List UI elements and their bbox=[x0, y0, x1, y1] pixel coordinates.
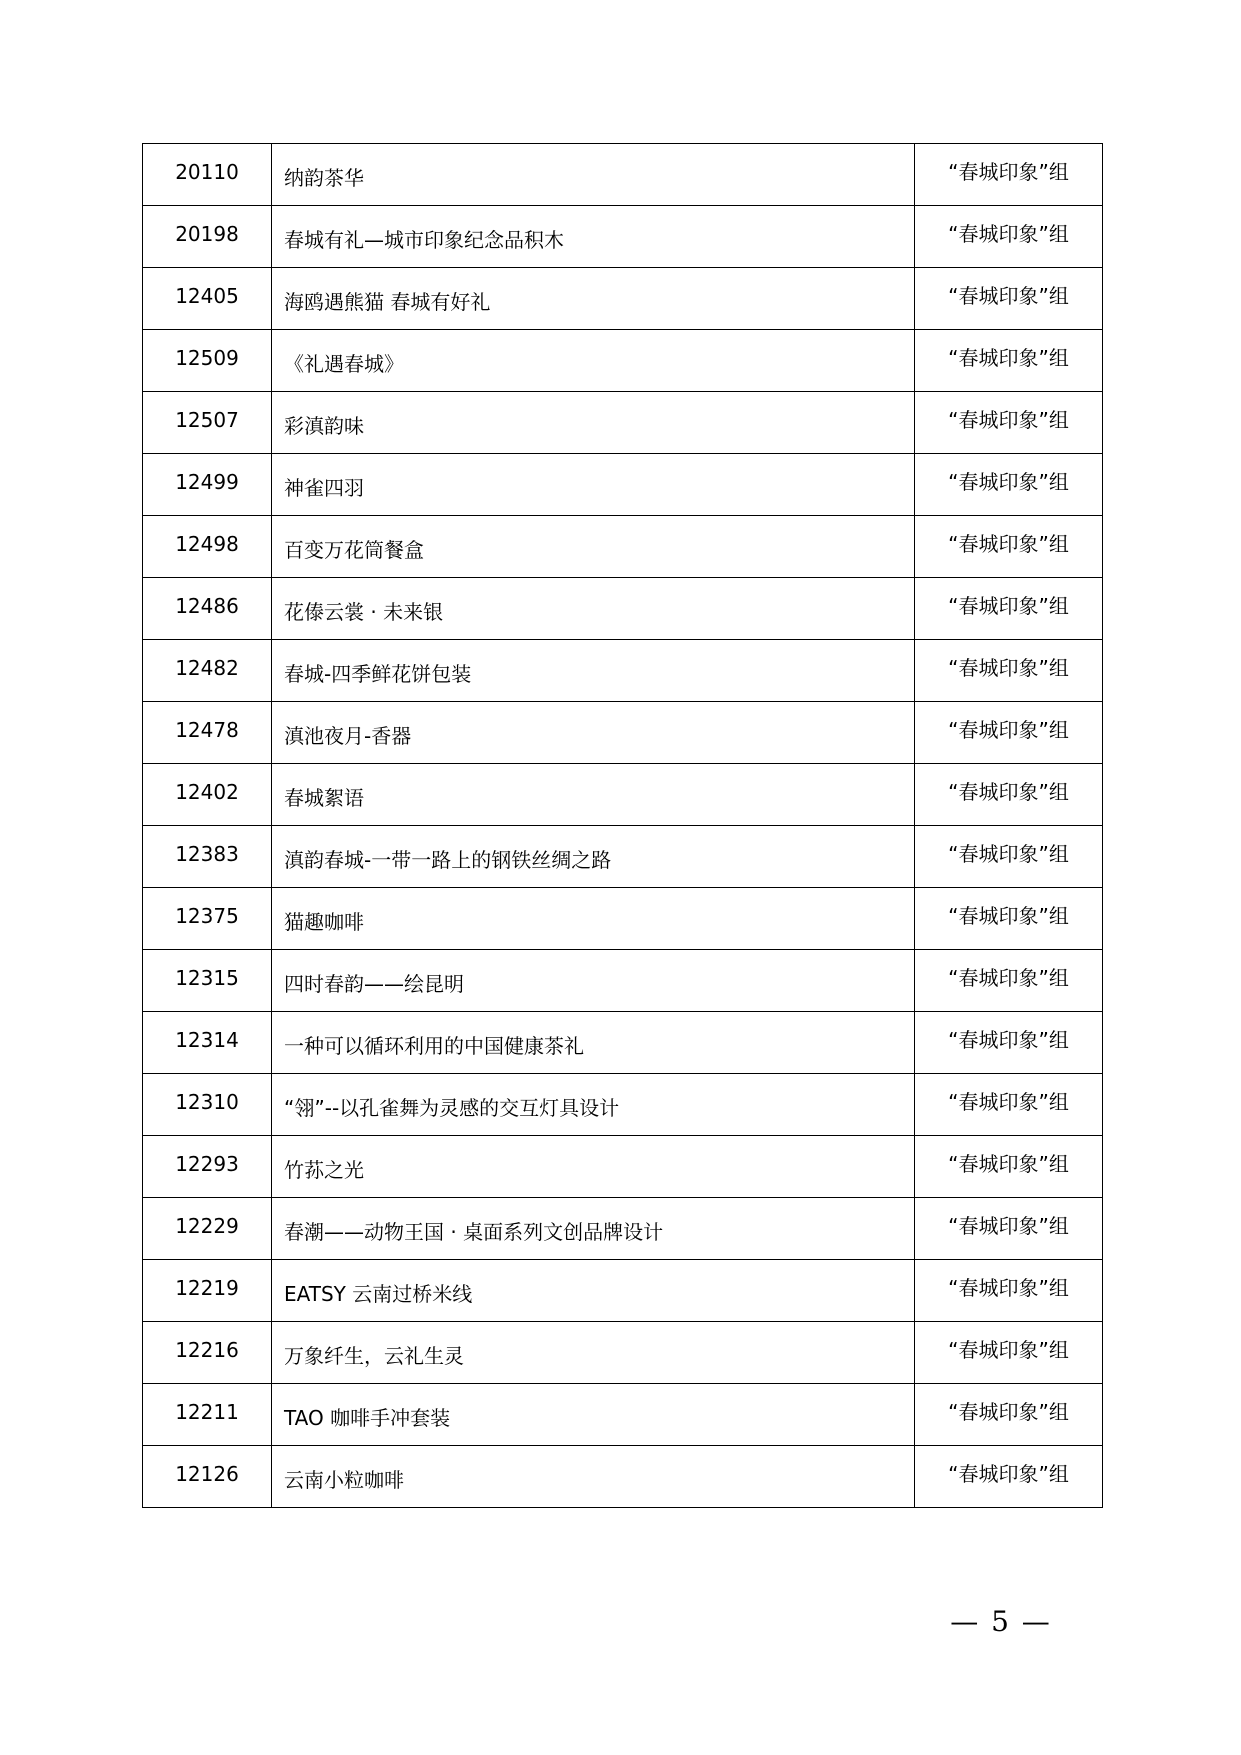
entry-title-cell bbox=[272, 888, 915, 950]
table-row bbox=[143, 1012, 1103, 1074]
entry-id-text: 12315 bbox=[175, 965, 239, 990]
entry-title-cell bbox=[272, 1198, 915, 1260]
entry-title-cell bbox=[272, 640, 915, 702]
entry-group-cell bbox=[915, 1012, 1103, 1074]
entry-id-text: 12509 bbox=[175, 345, 239, 370]
table-row bbox=[143, 206, 1103, 268]
entry-id-cell bbox=[143, 640, 272, 702]
table-row bbox=[143, 392, 1103, 454]
entry-id-cell bbox=[143, 454, 272, 516]
entry-group-cell bbox=[915, 1446, 1103, 1508]
entry-title-text: 万象纤生，云礼生灵 bbox=[284, 1343, 464, 1368]
entry-title-cell bbox=[272, 330, 915, 392]
table-row bbox=[143, 764, 1103, 826]
entry-id-cell bbox=[143, 1260, 272, 1322]
entry-title-text: 滇池夜月-香器 bbox=[284, 723, 412, 748]
entry-title-cell bbox=[272, 206, 915, 268]
entry-title-cell bbox=[272, 1012, 915, 1074]
entry-group-text: “春城印象”组 bbox=[948, 593, 1069, 618]
entry-title-cell bbox=[272, 1384, 915, 1446]
entry-group-cell bbox=[915, 1322, 1103, 1384]
entry-group-cell bbox=[915, 578, 1103, 640]
entry-group-cell bbox=[915, 640, 1103, 702]
entry-group-text: “春城印象”组 bbox=[948, 345, 1069, 370]
entry-id-cell bbox=[143, 1198, 272, 1260]
entry-group-text: “春城印象”组 bbox=[948, 965, 1069, 990]
entry-title-text: 云南小粒咖啡 bbox=[284, 1467, 404, 1492]
entry-id-text: 12507 bbox=[175, 407, 239, 432]
entry-id-text: 12375 bbox=[175, 903, 239, 928]
entry-title-cell bbox=[272, 1260, 915, 1322]
table-row bbox=[143, 1322, 1103, 1384]
entry-id-text: 12478 bbox=[175, 717, 239, 742]
entry-group-text: “春城印象”组 bbox=[948, 841, 1069, 866]
entry-id-cell bbox=[143, 330, 272, 392]
entry-group-cell bbox=[915, 1384, 1103, 1446]
entry-id-cell bbox=[143, 888, 272, 950]
page-number: — 5 — bbox=[950, 1605, 1052, 1638]
entry-group-cell bbox=[915, 764, 1103, 826]
table-row bbox=[143, 826, 1103, 888]
entry-group-cell bbox=[915, 1198, 1103, 1260]
entry-id-text: 20198 bbox=[175, 221, 239, 246]
entry-group-text: “春城印象”组 bbox=[948, 159, 1069, 184]
entry-group-cell bbox=[915, 1136, 1103, 1198]
entry-group-cell bbox=[915, 702, 1103, 764]
entry-title-text: 彩滇韵味 bbox=[284, 413, 364, 438]
table-row bbox=[143, 1446, 1103, 1508]
entry-group-cell bbox=[915, 206, 1103, 268]
entry-id-text: 12219 bbox=[175, 1275, 239, 1300]
entry-title-text: 四时春韵——绘昆明 bbox=[284, 971, 464, 996]
table-row bbox=[143, 454, 1103, 516]
entry-id-text: 12229 bbox=[175, 1213, 239, 1238]
entry-group-cell bbox=[915, 330, 1103, 392]
entry-title-text: 春城-四季鲜花饼包装 bbox=[284, 661, 472, 686]
entry-group-text: “春城印象”组 bbox=[948, 1151, 1069, 1176]
entry-title-cell bbox=[272, 392, 915, 454]
table-row bbox=[143, 1136, 1103, 1198]
entry-group-text: “春城印象”组 bbox=[948, 717, 1069, 742]
entry-id-cell bbox=[143, 826, 272, 888]
entry-title-cell bbox=[272, 1322, 915, 1384]
entry-title-text: 海鸥遇熊猫 春城有好礼 bbox=[284, 289, 491, 314]
entry-title-text: 滇韵春城-一带一路上的钢铁丝绸之路 bbox=[284, 847, 612, 872]
entry-id-text: 12293 bbox=[175, 1151, 239, 1176]
entry-title-cell bbox=[272, 454, 915, 516]
entry-group-cell bbox=[915, 516, 1103, 578]
entry-title-cell bbox=[272, 1136, 915, 1198]
table-row bbox=[143, 640, 1103, 702]
entry-group-cell bbox=[915, 1260, 1103, 1322]
entry-id-cell bbox=[143, 702, 272, 764]
entry-group-text: “春城印象”组 bbox=[948, 407, 1069, 432]
entry-title-text: 《礼遇春城》 bbox=[284, 351, 404, 376]
entry-title-text: “翎”--以孔雀舞为灵感的交互灯具设计 bbox=[284, 1095, 620, 1120]
entry-group-text: “春城印象”组 bbox=[948, 531, 1069, 556]
table-row bbox=[143, 1260, 1103, 1322]
entry-group-text: “春城印象”组 bbox=[948, 1337, 1069, 1362]
entry-title-text: 竹荪之光 bbox=[284, 1157, 364, 1182]
table-row bbox=[143, 144, 1103, 206]
entry-group-text: “春城印象”组 bbox=[948, 1399, 1069, 1424]
entry-id-cell bbox=[143, 1322, 272, 1384]
entry-title-cell bbox=[272, 826, 915, 888]
entry-group-text: “春城印象”组 bbox=[948, 1275, 1069, 1300]
entry-group-cell bbox=[915, 268, 1103, 330]
entry-id-cell bbox=[143, 1012, 272, 1074]
entry-title-text: 春潮——动物王国 · 桌面系列文创品牌设计 bbox=[284, 1219, 664, 1244]
entry-group-text: “春城印象”组 bbox=[948, 655, 1069, 680]
entry-id-cell bbox=[143, 392, 272, 454]
entry-id-text: 12314 bbox=[175, 1027, 239, 1052]
entry-group-text: “春城印象”组 bbox=[948, 221, 1069, 246]
entry-id-text: 12486 bbox=[175, 593, 239, 618]
entry-title-text: 神雀四羽 bbox=[284, 475, 364, 500]
entry-group-cell bbox=[915, 454, 1103, 516]
entry-id-cell bbox=[143, 206, 272, 268]
entry-group-text: “春城印象”组 bbox=[948, 283, 1069, 308]
entry-id-text: 12482 bbox=[175, 655, 239, 680]
entry-title-text: 百变万花筒餐盒 bbox=[284, 537, 424, 562]
entry-id-cell bbox=[143, 516, 272, 578]
table-row bbox=[143, 516, 1103, 578]
entry-id-text: 12383 bbox=[175, 841, 239, 866]
entry-id-text: 12310 bbox=[175, 1089, 239, 1114]
entry-title-cell bbox=[272, 1446, 915, 1508]
table-row bbox=[143, 950, 1103, 1012]
entry-id-cell bbox=[143, 764, 272, 826]
entry-group-cell bbox=[915, 888, 1103, 950]
entry-group-text: “春城印象”组 bbox=[948, 903, 1069, 928]
entry-title-cell bbox=[272, 950, 915, 1012]
entry-title-text: 猫趣咖啡 bbox=[284, 909, 364, 934]
entry-id-text: 12402 bbox=[175, 779, 239, 804]
entry-id-cell bbox=[143, 268, 272, 330]
entry-id-cell bbox=[143, 1074, 272, 1136]
table-row bbox=[143, 268, 1103, 330]
entry-id-text: 20110 bbox=[175, 159, 239, 184]
table-body bbox=[143, 144, 1103, 1508]
entry-id-text: 12216 bbox=[175, 1337, 239, 1362]
entry-id-text: 12498 bbox=[175, 531, 239, 556]
entry-title-cell bbox=[272, 578, 915, 640]
entry-group-text: “春城印象”组 bbox=[948, 779, 1069, 804]
entry-title-text: 春城絮语 bbox=[284, 785, 364, 810]
entry-id-cell bbox=[143, 950, 272, 1012]
entry-id-cell bbox=[143, 1446, 272, 1508]
entry-id-text: 12211 bbox=[175, 1399, 239, 1424]
entry-title-cell bbox=[272, 1074, 915, 1136]
entry-group-text: “春城印象”组 bbox=[948, 1461, 1069, 1486]
entry-id-cell bbox=[143, 1136, 272, 1198]
entry-id-text: 12405 bbox=[175, 283, 239, 308]
entry-id-text: 12499 bbox=[175, 469, 239, 494]
table-row bbox=[143, 1198, 1103, 1260]
entries-table bbox=[142, 143, 1103, 1508]
entry-title-text: TAO 咖啡手冲套装 bbox=[284, 1405, 451, 1430]
table-row bbox=[143, 702, 1103, 764]
entry-id-cell bbox=[143, 144, 272, 206]
entry-id-cell bbox=[143, 578, 272, 640]
entry-title-cell bbox=[272, 268, 915, 330]
entry-group-cell bbox=[915, 392, 1103, 454]
entry-title-text: 春城有礼—城市印象纪念品积木 bbox=[284, 227, 564, 252]
entry-title-cell bbox=[272, 144, 915, 206]
entry-group-cell bbox=[915, 826, 1103, 888]
entry-group-cell bbox=[915, 1074, 1103, 1136]
entry-title-cell bbox=[272, 764, 915, 826]
table-row bbox=[143, 888, 1103, 950]
table-row bbox=[143, 1074, 1103, 1136]
table-row bbox=[143, 1384, 1103, 1446]
entry-title-cell bbox=[272, 516, 915, 578]
entry-group-text: “春城印象”组 bbox=[948, 1089, 1069, 1114]
entry-title-text: 花傣云裳 · 未来银 bbox=[284, 599, 444, 624]
entry-title-text: EATSY 云南过桥米线 bbox=[284, 1281, 473, 1306]
entry-group-text: “春城印象”组 bbox=[948, 469, 1069, 494]
entry-group-cell bbox=[915, 144, 1103, 206]
table-row bbox=[143, 578, 1103, 640]
table-row bbox=[143, 330, 1103, 392]
entry-title-text: 纳韵茶华 bbox=[284, 165, 364, 190]
entry-id-cell bbox=[143, 1384, 272, 1446]
entry-id-text: 12126 bbox=[175, 1461, 239, 1486]
entry-title-text: 一种可以循环利用的中国健康茶礼 bbox=[284, 1033, 584, 1058]
entry-title-cell bbox=[272, 702, 915, 764]
entry-group-cell bbox=[915, 950, 1103, 1012]
entry-group-text: “春城印象”组 bbox=[948, 1213, 1069, 1238]
entry-group-text: “春城印象”组 bbox=[948, 1027, 1069, 1052]
